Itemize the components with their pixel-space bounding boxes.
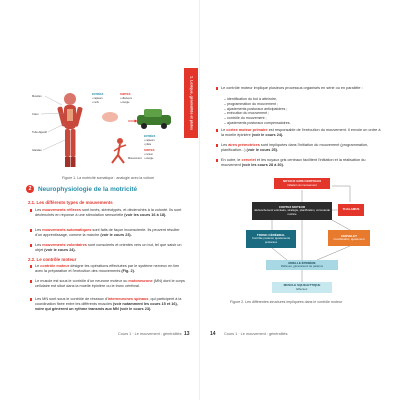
section-number: 2: [26, 185, 34, 193]
figure-1-caption: Figure 1. La motricité somatique : analogie avec la voiture: [62, 176, 155, 180]
runner-illustration: [112, 138, 126, 163]
tronc-cerebral-box: TRONC CÉRÉBRAL Contrôle postural, ajustements posturaux: [246, 230, 296, 248]
left-footer: Cours 1 · Le mouvement : généralités: [118, 332, 182, 336]
bullet-cervelet: En outre, le cervelet et les noyaux gris centraux facilitent l'initiation et la réalisation du mouvement (voir les cours 28 à 30).: [216, 158, 381, 168]
right-page: [200, 0, 400, 400]
svg-text:• capteurs: • capteurs: [144, 139, 155, 142]
svg-text:SORTIES: SORTIES: [144, 149, 155, 152]
subsection-title-2: 2.2. Le contrôle moteur: [28, 257, 77, 262]
svg-text:ENTRÉES: ENTRÉES: [92, 93, 104, 96]
svg-text:• capteurs: • capteurs: [92, 97, 103, 100]
svg-text:• énergie: • énergie: [120, 101, 130, 104]
svg-text:Tube digestif: Tube digestif: [32, 131, 47, 134]
motor-control-diagram: [232, 178, 372, 296]
bullet-interneurones: Les MN sont sous le contrôle de réseaux d'interneurones spinaux, qui participent à la coordination fixée entre les différents muscles (voir notamment les cours 15 et 16), voire qui génèrent un rythme transmis aux MN (voir le cours 23).: [30, 297, 185, 312]
section-title: Neurophysiologie de la motricité: [38, 185, 138, 193]
muscle-squelettique-box: MUSCLE SQUELETTIQUE Effecteur: [272, 282, 332, 293]
svg-text:• énergie: • énergie: [144, 157, 154, 160]
svg-text:Mouvement: Mouvement: [128, 157, 142, 160]
bullet-automatiques: Les mouvements automatiques sont faits de façon inconsciente. Ils peuvent résulter d'un apprentissage, comme la marche (voir le cours 23).: [30, 228, 185, 238]
cervelet-box: CERVELET Coordination, ajustement: [328, 230, 370, 246]
thalamus-box: THALAMUS: [338, 204, 364, 216]
svg-text:• pilote: • pilote: [144, 143, 152, 146]
processus-item: – identification du but à atteindre,: [224, 97, 277, 101]
section-heading: [26, 185, 137, 193]
subsection-title-1: 2.1. Les différents types de mouvements: [28, 200, 113, 205]
svg-text:Glandes: Glandes: [32, 149, 42, 152]
car-illustration: [137, 109, 171, 129]
right-page-number: 14: [210, 331, 216, 337]
bullet-cortex-moteur: Le cortex moteur primaire est responsable de l'exécution du mouvement. Il envoie un ordre à la moelle épinière (voir le cours 24).: [216, 128, 381, 138]
processus-item: – programmation du mouvement ;: [224, 101, 278, 106]
moelle-epiniere-box: MOELLE ÉPINIÈRE Réflexes, générateurs de patterns: [266, 260, 338, 270]
processus-item: – ajustements posturaux anticipatoires ;: [224, 106, 288, 111]
body-illustration: [57, 93, 83, 167]
bullet-volontaires: Les mouvements volontaires sont conscients et orientés vers un but, tel que saisir un objet (voir le cours 24).: [30, 243, 185, 253]
svg-text:• moteur: • moteur: [144, 153, 153, 156]
left-page-number: 13: [184, 331, 190, 337]
right-footer: Cours 1 · Le mouvement : généralités: [224, 332, 288, 336]
processus-list: [224, 97, 374, 126]
chapter-side-tab: 1. Lexique, généralités et pistes: [184, 68, 198, 138]
figure-1-illustration: [32, 85, 182, 180]
cortex-moteur-box: CORTEX MOTEUR déclenchement volontaire, stratégie, planification, commande motrice: [252, 202, 332, 220]
bullet-motoneurone: Le muscle est sous le contrôle d'un neurone moteur ou motoneurone (MN) dont le corps cellulaire est situé dans la moelle épinière ou le tronc cérébral.: [30, 279, 185, 289]
bullet-processus: Le contrôle moteur implique plusieurs processus organisés en série ou en parallèle :: [216, 86, 381, 91]
bullet-reflexes: Les mouvements réflexes sont innés, stéréotypés, et déclenchés à la volonté. Ils sont déclenchés en réponse à une stimulation sensorielle (voir les cours 16 à 18).: [30, 208, 185, 218]
bullet-controle-moteur: Le contrôle moteur désigne les opérations effectuées par le système nerveux en lien avec la préparation et l'exécution des mouvements (Fig. 2).: [30, 264, 185, 274]
svg-text:Cœur: Cœur: [32, 113, 39, 116]
processus-item: – ajustements posturaux compensatoires.: [224, 120, 291, 125]
svg-text:SORTIES: SORTIES: [120, 93, 131, 96]
svg-text:• nerfs: • nerfs: [92, 101, 99, 104]
svg-text:Muscles: Muscles: [32, 95, 42, 98]
bullet-aires-premotrices: Les aires prémotrices sont impliquées dans l'initiation du mouvement (programmation, planification...) (voir le cours 25).: [216, 143, 381, 153]
noyaux-gris-box: NOYAUX GRIS CENTRAUX initiation du mouvement: [274, 178, 330, 189]
processus-item: – contrôle du mouvement ;: [224, 116, 267, 121]
figure-2-caption: Figure 2. Les différentes structures impliquées dans le contrôle moteur: [230, 300, 343, 304]
svg-text:ENTRÉES: ENTRÉES: [144, 135, 156, 138]
processus-item: – exécution du mouvement ;: [224, 111, 270, 116]
svg-text:• effecteurs: • effecteurs: [120, 97, 132, 100]
